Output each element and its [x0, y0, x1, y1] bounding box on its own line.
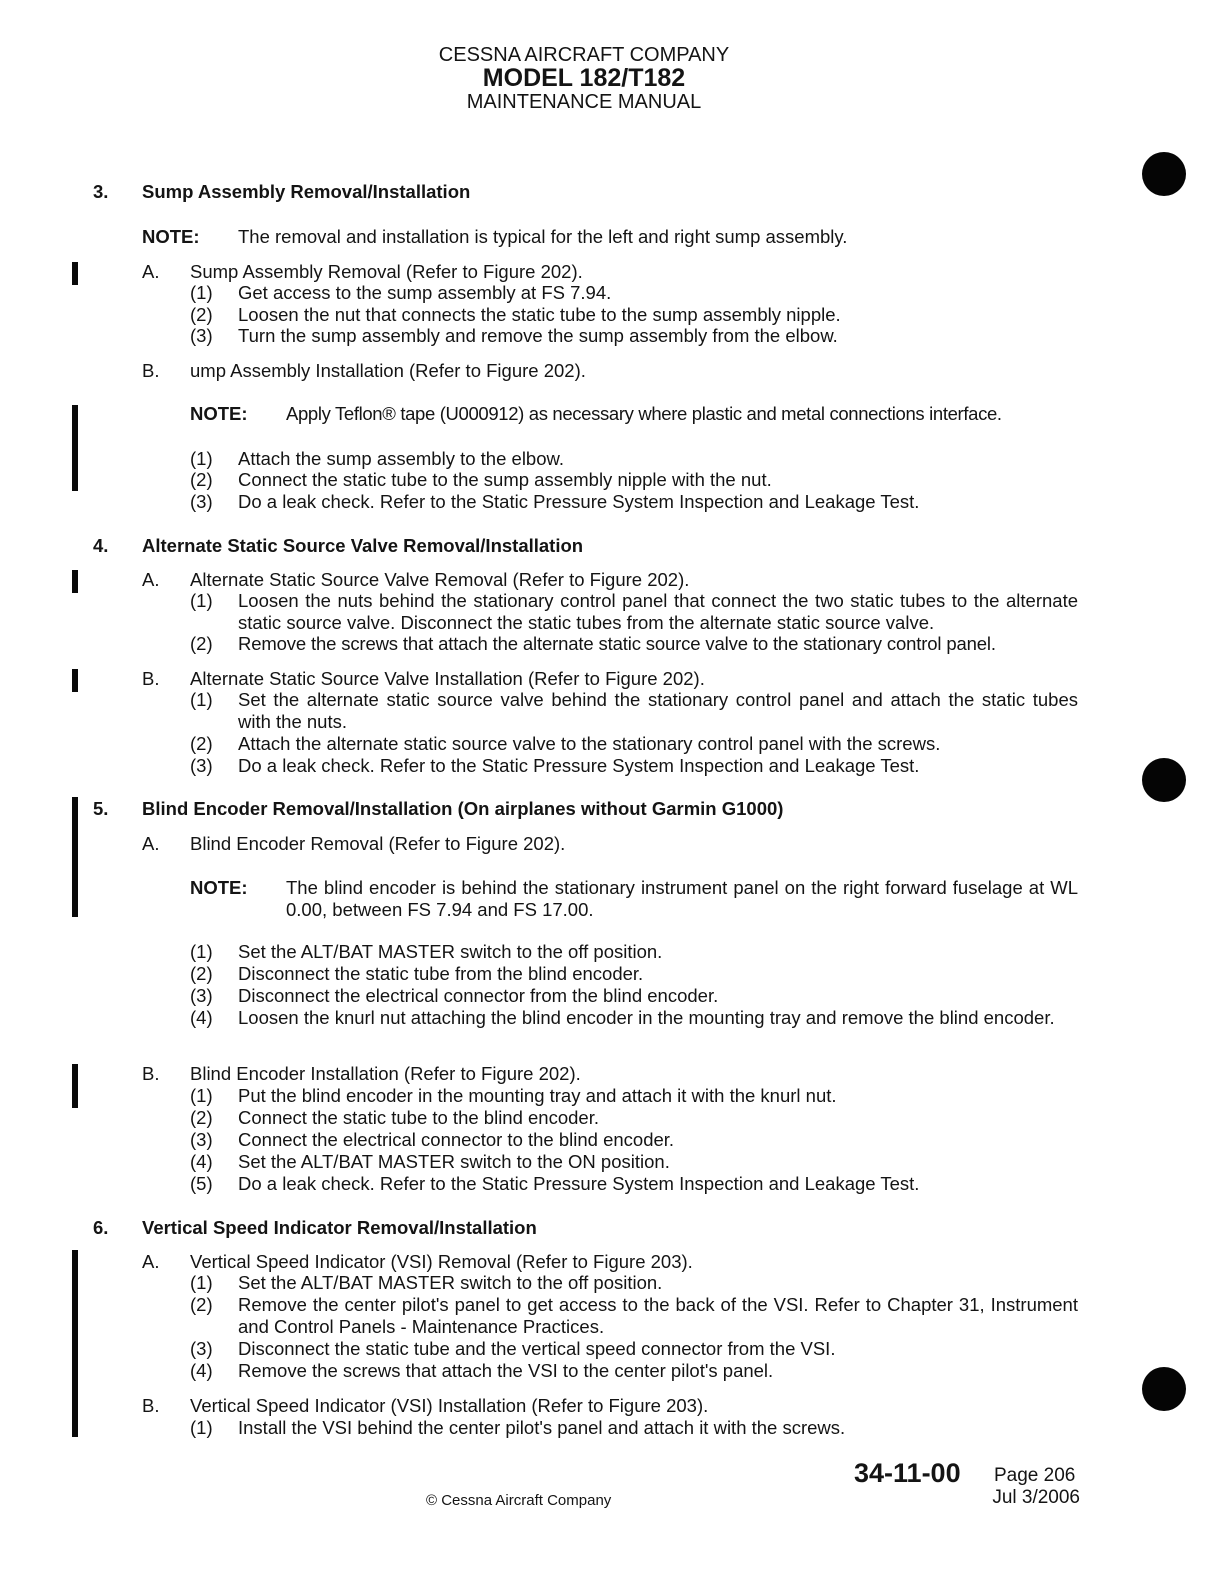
- revision-bar: [72, 1250, 78, 1437]
- step-number: (4): [190, 1007, 213, 1028]
- section-title: Blind Encoder Removal/Installation (On airplanes without Garmin G1000): [142, 798, 784, 819]
- revision-bar: [72, 797, 78, 917]
- step-text: Do a leak check. Refer to the Static Pressure System Inspection and Leakage Test.: [238, 1173, 920, 1194]
- note-text: The removal and installation is typical for the left and right sump assembly.: [238, 226, 848, 247]
- step-text: Do a leak check. Refer to the Static Pressure System Inspection and Leakage Test.: [238, 491, 920, 512]
- step-text: Set the ALT/BAT MASTER switch to the off position.: [238, 1272, 663, 1293]
- subsection-title: Blind Encoder Removal (Refer to Figure 202).: [190, 833, 566, 854]
- subsection-label: B.: [142, 1063, 160, 1084]
- subsection-label: A.: [142, 261, 160, 282]
- step-text: Loosen the nuts behind the stationary control panel that connect the two static tubes to the alternate static source valve. Disconnect the static tubes from the alternate static source valve.: [238, 590, 1078, 633]
- subsection-label: B.: [142, 1395, 160, 1416]
- subsection-label: B.: [142, 360, 160, 381]
- step-text: Set the ALT/BAT MASTER switch to the ON position.: [238, 1151, 670, 1172]
- subsection-label: A.: [142, 569, 160, 590]
- step-text: Connect the static tube to the sump assembly nipple with the nut.: [238, 469, 772, 490]
- step-number: (2): [190, 469, 213, 490]
- subsection-title: Sump Assembly Removal (Refer to Figure 202).: [190, 261, 583, 282]
- section-title: Vertical Speed Indicator Removal/Installation: [142, 1217, 537, 1238]
- subsection-title: ump Assembly Installation (Refer to Figure 202).: [190, 360, 586, 381]
- section-number: 6.: [93, 1217, 109, 1238]
- step-number: (1): [190, 1417, 213, 1438]
- revision-date: Jul 3/2006: [992, 1487, 1080, 1508]
- section-title: Sump Assembly Removal/Installation: [142, 181, 471, 202]
- revision-bar: [72, 1064, 78, 1108]
- step-number: (1): [190, 282, 213, 303]
- subsection-title: Blind Encoder Installation (Refer to Figure 202).: [190, 1063, 581, 1084]
- step-text: Connect the static tube to the blind encoder.: [238, 1107, 599, 1128]
- step-number: (2): [190, 633, 213, 654]
- step-number: (2): [190, 1294, 213, 1315]
- note-text: The blind encoder is behind the stationary instrument panel on the right forward fuselage at WL 0.00, between FS 7.94 and FS 17.00.: [286, 877, 1078, 920]
- subsection-label: A.: [142, 1251, 160, 1272]
- copyright: © Cessna Aircraft Company: [426, 1492, 612, 1509]
- section-number: 3.: [93, 181, 109, 202]
- step-number: (3): [190, 985, 213, 1006]
- step-number: (1): [190, 689, 213, 710]
- step-text: Set the alternate static source valve behind the stationary control panel and attach the static tubes with the nuts.: [238, 689, 1078, 732]
- step-text: Put the blind encoder in the mounting tray and attach it with the knurl nut.: [238, 1085, 837, 1106]
- note-text: Apply Teflon® tape (U000912) as necessary where plastic and metal connections interface.: [286, 403, 1002, 424]
- step-number: (1): [190, 1272, 213, 1293]
- model-title: MODEL 182/T182: [482, 64, 686, 92]
- step-number: (1): [190, 448, 213, 469]
- step-text: Remove the center pilot's panel to get access to the back of the VSI. Refer to Chapter 31, Instrument and Control Panels - Maintenance Practices.: [238, 1294, 1078, 1337]
- step-number: (2): [190, 1107, 213, 1128]
- revision-bar: [72, 669, 78, 692]
- subsection-title: Alternate Static Source Valve Removal (Refer to Figure 202).: [190, 569, 690, 590]
- manual-title: MAINTENANCE MANUAL: [466, 91, 702, 113]
- step-number: (2): [190, 963, 213, 984]
- subsection-title: Vertical Speed Indicator (VSI) Removal (Refer to Figure 203).: [190, 1251, 693, 1272]
- step-number: (3): [190, 491, 213, 512]
- revision-bar: [72, 570, 78, 593]
- revision-bar: [72, 262, 78, 285]
- subsection-label: A.: [142, 833, 160, 854]
- step-text: Attach the alternate static source valve to the stationary control panel with the screws.: [238, 733, 941, 754]
- step-text: Attach the sump assembly to the elbow.: [238, 448, 564, 469]
- subsection-title: Vertical Speed Indicator (VSI) Installation (Refer to Figure 203).: [190, 1395, 709, 1416]
- section-title: Alternate Static Source Valve Removal/Installation: [142, 535, 584, 556]
- step-text: Disconnect the electrical connector from the blind encoder.: [238, 985, 719, 1006]
- step-text: Loosen the knurl nut attaching the blind encoder in the mounting tray and remove the blind encoder.: [238, 1007, 1055, 1028]
- step-number: (1): [190, 941, 213, 962]
- step-number: (5): [190, 1173, 213, 1194]
- step-number: (4): [190, 1360, 213, 1381]
- step-number: (1): [190, 1085, 213, 1106]
- revision-bar: [72, 405, 78, 491]
- company-name: CESSNA AIRCRAFT COMPANY: [438, 44, 730, 66]
- subsection-label: B.: [142, 668, 160, 689]
- section-number: 5.: [93, 798, 109, 819]
- step-number: (1): [190, 590, 213, 611]
- step-number: (3): [190, 1129, 213, 1150]
- step-number: (2): [190, 304, 213, 325]
- step-text: Remove the screws that attach the alternate static source valve to the stationary control panel.: [238, 633, 996, 654]
- step-text: Loosen the nut that connects the static tube to the sump assembly nipple.: [238, 304, 841, 325]
- step-text: Disconnect the static tube from the blind encoder.: [238, 963, 644, 984]
- step-text: Connect the electrical connector to the blind encoder.: [238, 1129, 675, 1150]
- step-text: Disconnect the static tube and the vertical speed connector from the VSI.: [238, 1338, 836, 1359]
- step-text: Turn the sump assembly and remove the sump assembly from the elbow.: [238, 325, 838, 346]
- step-number: (4): [190, 1151, 213, 1172]
- subsection-title: Alternate Static Source Valve Installation (Refer to Figure 202).: [190, 668, 705, 689]
- chapter-code: 34-11-00: [854, 1458, 961, 1488]
- section-number: 4.: [93, 535, 109, 556]
- step-number: (3): [190, 325, 213, 346]
- binder-hole-mark: [1142, 758, 1186, 802]
- note-label: NOTE:: [190, 403, 248, 424]
- note-label: NOTE:: [190, 877, 248, 898]
- binder-hole-mark: [1142, 152, 1186, 196]
- step-text: Install the VSI behind the center pilot's panel and attach it with the screws.: [238, 1417, 846, 1438]
- binder-hole-mark: [1142, 1367, 1186, 1411]
- step-number: (2): [190, 733, 213, 754]
- step-number: (3): [190, 1338, 213, 1359]
- step-text: Get access to the sump assembly at FS 7.94.: [238, 282, 612, 303]
- step-text: Set the ALT/BAT MASTER switch to the off position.: [238, 941, 663, 962]
- step-text: Remove the screws that attach the VSI to the center pilot's panel.: [238, 1360, 774, 1381]
- page-number: Page 206: [994, 1465, 1076, 1486]
- step-number: (3): [190, 755, 213, 776]
- step-text: Do a leak check. Refer to the Static Pressure System Inspection and Leakage Test.: [238, 755, 920, 776]
- note-label: NOTE:: [142, 226, 200, 247]
